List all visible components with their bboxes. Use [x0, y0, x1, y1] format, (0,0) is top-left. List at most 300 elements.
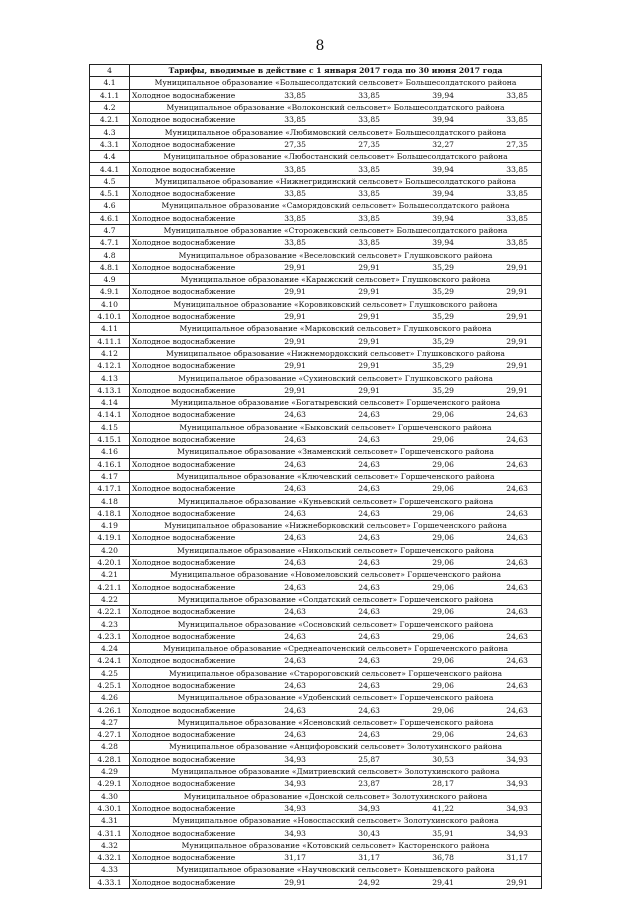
service-cell [130, 187, 542, 199]
municipality-row [90, 347, 542, 359]
service-row [90, 187, 542, 199]
municipality-name: Муниципальное образование «Нижнегридинский сельсовет» Большесолдатского района [130, 175, 542, 187]
tariff-value: 39,94 [432, 90, 454, 100]
row-code: 4.23 [90, 618, 130, 630]
tariff-value: 24,63 [506, 631, 528, 641]
municipality-row [90, 298, 542, 310]
row-code: 4.27.1 [90, 729, 130, 741]
service-cell [130, 286, 542, 298]
page-number: 8 [315, 38, 325, 54]
tariff-value: 29,91 [358, 262, 380, 272]
municipality-name: Муниципальное образование «Большесолдатский сельсовет» Большесолдатского района [130, 77, 542, 89]
service-cell [130, 384, 542, 396]
service-row [90, 679, 542, 691]
service-name: Холодное водоснабжение [132, 90, 236, 100]
row-code: 4.30.1 [90, 802, 130, 814]
service-row [90, 261, 542, 273]
tariff-value: 23,87 [358, 779, 380, 789]
row-code: 4.19.1 [90, 532, 130, 544]
row-code: 4.28.1 [90, 753, 130, 765]
row-code: 4.8 [90, 249, 130, 261]
municipality-name: Муниципальное образование «Богатыревский сельсовет» Горшеченского района [130, 397, 542, 409]
service-row [90, 483, 542, 495]
tariff-value: 24,63 [358, 508, 380, 518]
row-code: 4.11 [90, 323, 130, 335]
service-name: Холодное водоснабжение [132, 336, 236, 346]
tariff-value: 29,91 [506, 361, 528, 371]
service-name: Холодное водоснабжение [132, 730, 236, 740]
row-code: 4.29 [90, 765, 130, 777]
row-code: 4.32.1 [90, 852, 130, 864]
tariff-value: 24,63 [506, 730, 528, 740]
service-row [90, 138, 542, 150]
municipality-name: Муниципальное образование «Солдатский сельсовет» Горшеченского района [130, 593, 542, 605]
tariff-value: 31,17 [284, 853, 306, 863]
tariff-value: 39,94 [432, 213, 454, 223]
tariff-value: 33,85 [358, 238, 380, 248]
row-code: 4.15 [90, 421, 130, 433]
row-code: 4.26 [90, 692, 130, 704]
service-name: Холодное водоснабжение [132, 754, 236, 764]
row-code: 4.10.1 [90, 310, 130, 322]
tariff-value: 33,85 [506, 238, 528, 248]
tariff-value: 29,91 [284, 361, 306, 371]
service-row [90, 581, 542, 593]
service-row [90, 360, 542, 372]
tariff-value: 36,78 [432, 853, 454, 863]
service-name: Холодное водоснабжение [132, 631, 236, 641]
service-name: Холодное водоснабжение [132, 803, 236, 813]
row-code: 4.7.1 [90, 237, 130, 249]
tariff-value: 33,85 [284, 189, 306, 199]
municipality-name: Муниципальное образование «Научновский сельсовет» Конышевского района [130, 864, 542, 876]
service-row [90, 827, 542, 839]
tariff-value: 24,63 [284, 435, 306, 445]
row-code: 4.27 [90, 716, 130, 728]
municipality-row [90, 200, 542, 212]
row-code: 4.29.1 [90, 778, 130, 790]
municipality-row [90, 593, 542, 605]
service-row [90, 310, 542, 322]
tariff-value: 29,06 [432, 582, 454, 592]
tariff-value: 33,85 [358, 164, 380, 174]
service-name: Холодное водоснабжение [132, 361, 236, 371]
tariff-value: 24,63 [506, 680, 528, 690]
row-code: 4.2.1 [90, 114, 130, 126]
tariff-value: 24,63 [358, 680, 380, 690]
tariff-value: 24,63 [358, 484, 380, 494]
tariff-value: 34,93 [506, 803, 528, 813]
tariff-value: 33,85 [284, 90, 306, 100]
row-code: 4.9.1 [90, 286, 130, 298]
service-cell [130, 89, 542, 101]
tariff-value: 24,63 [506, 435, 528, 445]
municipality-row [90, 421, 542, 433]
tariff-value: 29,91 [284, 312, 306, 322]
service-name: Холодное водоснабжение [132, 213, 236, 223]
service-row [90, 433, 542, 445]
tariff-value: 24,63 [284, 656, 306, 666]
tariff-value: 29,06 [432, 680, 454, 690]
tariff-value: 24,63 [506, 410, 528, 420]
service-row [90, 802, 542, 814]
service-cell [130, 753, 542, 765]
service-row [90, 89, 542, 101]
row-code: 4.19 [90, 519, 130, 531]
municipality-row [90, 618, 542, 630]
service-name: Холодное водоснабжение [132, 828, 236, 838]
municipality-row [90, 765, 542, 777]
municipality-row [90, 151, 542, 163]
row-code: 4.22.1 [90, 606, 130, 618]
service-cell [130, 729, 542, 741]
row-code: 4.3.1 [90, 138, 130, 150]
municipality-row [90, 175, 542, 187]
row-code: 4.1 [90, 77, 130, 89]
service-name: Холодное водоснабжение [132, 287, 236, 297]
tariff-value: 33,85 [284, 164, 306, 174]
service-name: Холодное водоснабжение [132, 459, 236, 469]
row-code: 4.3 [90, 126, 130, 138]
tariff-value: 35,29 [432, 287, 454, 297]
row-code: 4.16 [90, 446, 130, 458]
tariff-value: 29,91 [506, 877, 528, 887]
tariff-value: 29,41 [432, 877, 454, 887]
tariff-value: 29,91 [358, 312, 380, 322]
tariff-value: 33,85 [506, 189, 528, 199]
service-cell [130, 581, 542, 593]
tariff-value: 29,06 [432, 705, 454, 715]
tariff-value: 34,93 [284, 803, 306, 813]
tariff-value: 24,63 [284, 459, 306, 469]
service-cell [130, 679, 542, 691]
municipality-name: Муниципальное образование «Ключевский сельсовет» Горшеченского района [130, 470, 542, 482]
tariff-value: 33,85 [284, 238, 306, 248]
row-code: 4.14 [90, 397, 130, 409]
service-name: Холодное водоснабжение [132, 508, 236, 518]
service-cell [130, 778, 542, 790]
municipality-name: Муниципальное образование «Любостанский сельсовет» Большесолдатского района [130, 151, 542, 163]
tariff-value: 29,06 [432, 533, 454, 543]
service-row [90, 286, 542, 298]
row-code: 4.25.1 [90, 679, 130, 691]
service-cell [130, 458, 542, 470]
municipality-name: Муниципальное образование «Сосновский сельсовет» Горшеченского района [130, 618, 542, 630]
tariff-value: 24,63 [358, 607, 380, 617]
tariff-value: 24,63 [284, 582, 306, 592]
service-row [90, 655, 542, 667]
municipality-row [90, 519, 542, 531]
service-row [90, 630, 542, 642]
municipality-name: Муниципальное образование «Удобенский сельсовет» Горшеченского района [130, 692, 542, 704]
row-code: 4.9 [90, 274, 130, 286]
municipality-row [90, 642, 542, 654]
row-code: 4.12.1 [90, 360, 130, 372]
row-code: 4.6 [90, 200, 130, 212]
tariff-value: 35,29 [432, 385, 454, 395]
row-code: 4.31.1 [90, 827, 130, 839]
tariff-value: 24,63 [358, 558, 380, 568]
tariff-value: 31,17 [358, 853, 380, 863]
service-cell [130, 630, 542, 642]
tariff-value: 39,94 [432, 115, 454, 125]
tariff-value: 24,63 [358, 459, 380, 469]
tariff-value: 33,85 [506, 213, 528, 223]
tariff-value: 29,06 [432, 558, 454, 568]
service-row [90, 556, 542, 568]
service-name: Холодное водоснабжение [132, 582, 236, 592]
municipality-row [90, 864, 542, 876]
service-row [90, 532, 542, 544]
tariff-value: 29,91 [506, 312, 528, 322]
service-row [90, 212, 542, 224]
service-row [90, 458, 542, 470]
tariff-value: 29,06 [432, 631, 454, 641]
municipality-name: Муниципальное образование «Новоспасский сельсовет» Золотухинского района [130, 815, 542, 827]
service-cell [130, 261, 542, 273]
tariff-value: 24,63 [506, 508, 528, 518]
tariff-value: 24,63 [506, 705, 528, 715]
municipality-name: Муниципальное образование «Ясеновский сельсовет» Горшеченского района [130, 716, 542, 728]
row-code: 4.21 [90, 569, 130, 581]
municipality-name: Муниципальное образование «Среднеапоченский сельсовет» Горшеченского района [130, 642, 542, 654]
service-row [90, 163, 542, 175]
tariff-value: 34,93 [284, 754, 306, 764]
tariff-value: 24,63 [284, 410, 306, 420]
municipality-name: Муниципальное образование «Анцифоровский сельсовет» Золотухинского района [130, 741, 542, 753]
service-cell [130, 138, 542, 150]
municipality-row [90, 372, 542, 384]
tariff-value: 27,35 [284, 139, 306, 149]
service-row [90, 729, 542, 741]
municipality-row [90, 126, 542, 138]
municipality-name: Муниципальное образование «Карыжский сельсовет» Глушковского района [130, 274, 542, 286]
tariff-value: 34,93 [506, 754, 528, 764]
tariff-value: 24,63 [284, 730, 306, 740]
municipality-row [90, 323, 542, 335]
tariff-value: 28,17 [432, 779, 454, 789]
row-code: 4.32 [90, 839, 130, 851]
row-code: 4.22 [90, 593, 130, 605]
service-row [90, 876, 542, 888]
municipality-name: Муниципальное образование «Котовский сельсовет» Касторенского района [130, 839, 542, 851]
service-name: Холодное водоснабжение [132, 115, 236, 125]
service-row [90, 335, 542, 347]
tariff-value: 29,91 [358, 336, 380, 346]
row-code: 4.1.1 [90, 89, 130, 101]
municipality-name: Муниципальное образование «Марковский сельсовет» Глушковского района [130, 323, 542, 335]
row-code: 4.14.1 [90, 409, 130, 421]
row-code: 4.23.1 [90, 630, 130, 642]
service-name: Холодное водоснабжение [132, 853, 236, 863]
municipality-row [90, 274, 542, 286]
tariff-value: 24,63 [284, 607, 306, 617]
tariff-value: 33,85 [358, 213, 380, 223]
municipality-name: Муниципальное образование «Новомеловский сельсовет» Горшеченского района [130, 569, 542, 581]
municipality-row [90, 692, 542, 704]
tariff-value: 24,63 [284, 680, 306, 690]
table-header-row [90, 65, 542, 77]
tariff-value: 29,91 [284, 287, 306, 297]
service-name: Холодное водоснабжение [132, 558, 236, 568]
service-cell [130, 360, 542, 372]
tariff-value: 30,43 [358, 828, 380, 838]
tariff-value: 29,91 [358, 287, 380, 297]
tariff-value: 29,06 [432, 656, 454, 666]
service-name: Холодное водоснабжение [132, 779, 236, 789]
tariff-value: 24,63 [358, 631, 380, 641]
municipality-name: Муниципальное образование «Любимовский сельсовет» Большесолдатского района [130, 126, 542, 138]
service-name: Холодное водоснабжение [132, 533, 236, 543]
row-code: 4.25 [90, 667, 130, 679]
municipality-name: Муниципальное образование «Сторожевский сельсовет» Большесолдатского района [130, 224, 542, 236]
tariff-value: 33,85 [358, 115, 380, 125]
tariff-value: 24,63 [506, 484, 528, 494]
service-name: Холодное водоснабжение [132, 656, 236, 666]
row-code: 4.20 [90, 544, 130, 556]
service-name: Холодное водоснабжение [132, 705, 236, 715]
tariff-value: 39,94 [432, 238, 454, 248]
tariff-value: 33,85 [358, 189, 380, 199]
service-row [90, 704, 542, 716]
tariff-value: 24,63 [506, 656, 528, 666]
tariff-value: 24,63 [284, 705, 306, 715]
service-row [90, 606, 542, 618]
municipality-name: Муниципальное образование «Веселовский сельсовет» Глушковского района [130, 249, 542, 261]
service-cell [130, 335, 542, 347]
tariff-value: 24,63 [284, 508, 306, 518]
row-code: 4.16.1 [90, 458, 130, 470]
tariff-value: 24,63 [358, 435, 380, 445]
tariff-value: 29,91 [358, 385, 380, 395]
row-code: 4.5.1 [90, 187, 130, 199]
tariff-value: 34,93 [358, 803, 380, 813]
tariff-value: 35,29 [432, 361, 454, 371]
municipality-row [90, 249, 542, 261]
tariff-value: 24,63 [358, 533, 380, 543]
service-cell [130, 556, 542, 568]
row-code: 4.12 [90, 347, 130, 359]
tariff-value: 24,63 [506, 533, 528, 543]
service-row [90, 237, 542, 249]
service-name: Холодное водоснабжение [132, 312, 236, 322]
municipality-row [90, 815, 542, 827]
row-code: 4.24.1 [90, 655, 130, 667]
row-code: 4.33 [90, 864, 130, 876]
tariff-value: 27,35 [358, 139, 380, 149]
tariff-value: 33,85 [506, 115, 528, 125]
row-code: 4.17.1 [90, 483, 130, 495]
service-cell [130, 704, 542, 716]
municipality-name: Муниципальное образование «Донской сельсовет» Золотухинского района [130, 790, 542, 802]
row-code: 4.13.1 [90, 384, 130, 396]
tariff-value: 34,93 [506, 828, 528, 838]
tariff-value: 29,91 [284, 877, 306, 887]
tariff-value: 27,35 [506, 139, 528, 149]
tariff-value: 35,29 [432, 336, 454, 346]
tariff-value: 31,17 [506, 853, 528, 863]
row-code: 4.21.1 [90, 581, 130, 593]
service-row [90, 852, 542, 864]
tariff-value: 39,94 [432, 164, 454, 174]
tariff-value: 29,06 [432, 435, 454, 445]
municipality-row [90, 470, 542, 482]
tariff-value: 33,85 [358, 90, 380, 100]
service-cell [130, 827, 542, 839]
municipality-name: Муниципальное образование «Дмитриевский сельсовет» Золотухинского района [130, 765, 542, 777]
service-cell [130, 114, 542, 126]
service-name: Холодное водоснабжение [132, 435, 236, 445]
tariff-value: 24,63 [358, 730, 380, 740]
tariff-value: 29,91 [358, 361, 380, 371]
tariff-value: 29,06 [432, 607, 454, 617]
municipality-row [90, 544, 542, 556]
row-code: 4.6.1 [90, 212, 130, 224]
service-name: Холодное водоснабжение [132, 238, 236, 248]
service-name: Холодное водоснабжение [132, 164, 236, 174]
service-cell [130, 409, 542, 421]
service-cell [130, 852, 542, 864]
tariff-value: 29,06 [432, 730, 454, 740]
tariff-value: 24,63 [284, 484, 306, 494]
row-code: 4.4 [90, 151, 130, 163]
tariff-value: 35,29 [432, 262, 454, 272]
tariff-value: 24,63 [506, 607, 528, 617]
service-cell [130, 483, 542, 495]
service-cell [130, 876, 542, 888]
municipality-name: Муниципальное образование «Знаменский сельсовет» Горшеченского района [130, 446, 542, 458]
municipality-row [90, 101, 542, 113]
service-row [90, 507, 542, 519]
municipality-row [90, 741, 542, 753]
service-row [90, 753, 542, 765]
tariff-value: 24,63 [506, 558, 528, 568]
service-row [90, 114, 542, 126]
tariff-value: 29,91 [284, 262, 306, 272]
tariff-value: 35,91 [432, 828, 454, 838]
tariff-value: 24,63 [358, 582, 380, 592]
tariff-value: 24,63 [506, 459, 528, 469]
service-name: Холодное водоснабжение [132, 484, 236, 494]
tariff-value: 29,06 [432, 508, 454, 518]
row-code: 4.8.1 [90, 261, 130, 273]
service-row [90, 384, 542, 396]
row-code: 4.24 [90, 642, 130, 654]
tariff-value: 24,63 [358, 656, 380, 666]
tariff-value: 24,63 [284, 533, 306, 543]
service-cell [130, 655, 542, 667]
service-name: Холодное водоснабжение [132, 139, 236, 149]
municipality-row [90, 495, 542, 507]
service-row [90, 409, 542, 421]
municipality-name: Муниципальное образование «Нижнеборковский сельсовет» Горшеченского района [130, 519, 542, 531]
tariff-value: 24,63 [284, 631, 306, 641]
tariff-value: 39,94 [432, 189, 454, 199]
municipality-name: Муниципальное образование «Никольский сельсовет» Горшеченского района [130, 544, 542, 556]
row-code: 4.20.1 [90, 556, 130, 568]
tariff-value: 24,63 [358, 410, 380, 420]
row-code: 4.15.1 [90, 433, 130, 445]
service-name: Холодное водоснабжение [132, 410, 236, 420]
tariff-value: 30,53 [432, 754, 454, 764]
municipality-name: Муниципальное образование «Волоконский сельсовет» Большесолдатского района [130, 101, 542, 113]
service-cell [130, 433, 542, 445]
service-cell [130, 237, 542, 249]
municipality-row [90, 446, 542, 458]
row-code: 4.28 [90, 741, 130, 753]
row-code: 4.18 [90, 495, 130, 507]
tariff-value: 29,91 [284, 385, 306, 395]
